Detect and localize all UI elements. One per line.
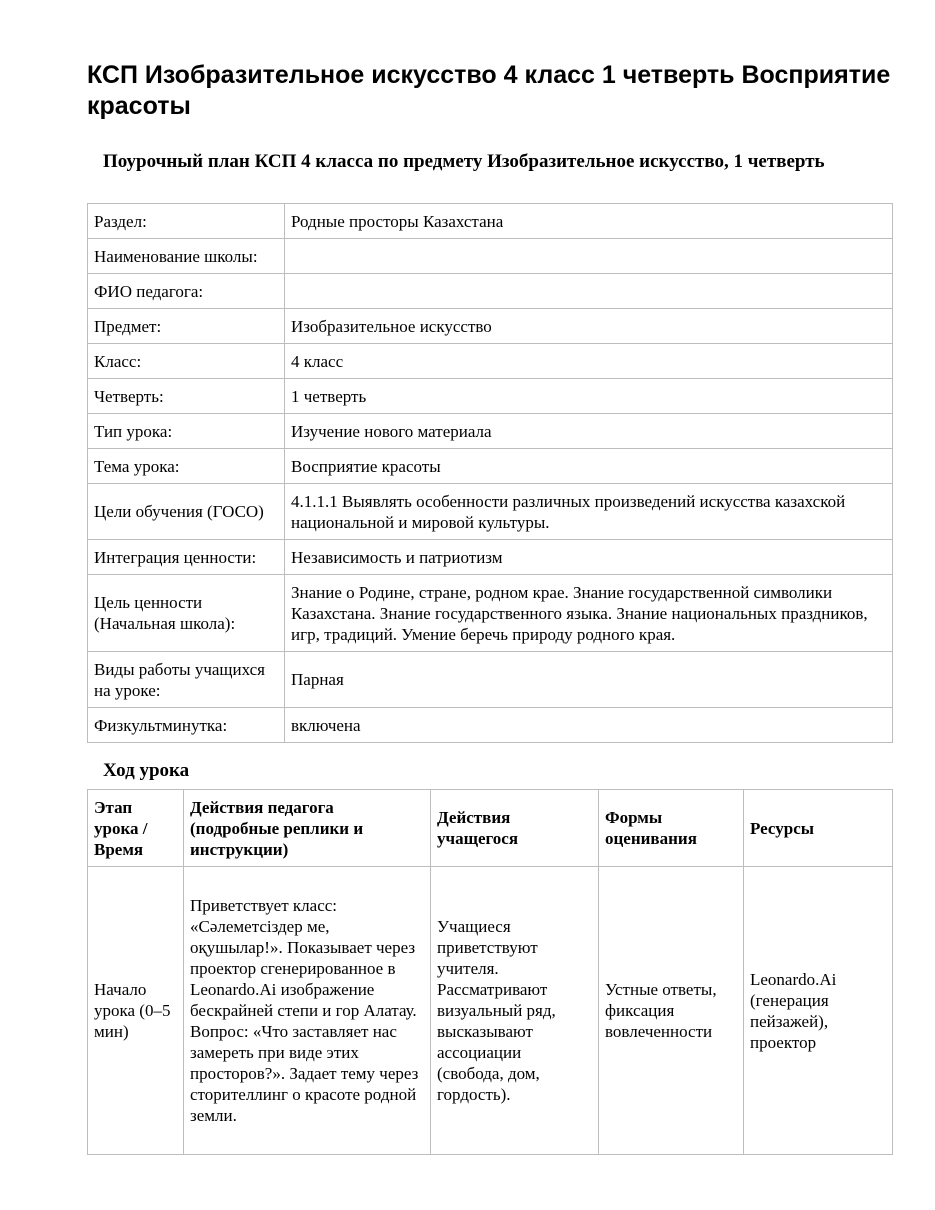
table-row <box>88 540 893 575</box>
info-value: Парная <box>285 652 893 708</box>
column-header-resources: Ресурсы <box>744 790 893 867</box>
lesson-info-table <box>87 203 893 743</box>
cell-teacher-actions: Приветствует класс: «Сәлеметсіздер ме, оқушылар!». Показывает через проектор сгенерированное в Leonardo.Ai изображение бескрайней степи и гор Алатау. Вопрос: «Что заставляет нас замереть при виде этих просторов?». Задает тему через сторителлинг о красоте родной земли. <box>184 867 431 1155</box>
info-value: Изучение нового материала <box>285 414 893 449</box>
info-key: Тема урока: <box>88 449 285 484</box>
info-key: Интеграция ценности: <box>88 540 285 575</box>
table-header-row <box>88 790 893 867</box>
info-key: Цели обучения (ГОСО) <box>88 484 285 540</box>
table-row <box>88 652 893 708</box>
info-key: Наименование школы: <box>88 239 285 274</box>
info-key: Физкультминутка: <box>88 708 285 743</box>
info-key: Цель ценности (Начальная школа): <box>88 575 285 652</box>
info-value: Изобразительное искусство <box>285 309 893 344</box>
info-value: Родные просторы Казахстана <box>285 204 893 239</box>
info-value <box>285 239 893 274</box>
info-key: Предмет: <box>88 309 285 344</box>
table-row <box>88 239 893 274</box>
cell-stage: Начало урока (0–5 мин) <box>88 867 184 1155</box>
lesson-flow-table <box>87 789 893 1155</box>
document-title: КСП Изобразительное искусство 4 класс 1 четверть Восприятие красоты <box>87 61 891 120</box>
table-row <box>88 449 893 484</box>
cell-student-actions: Учащиеся приветствуют учителя. Рассматривают визуальный ряд, высказывают ассоциации (свобода, дом, гордость). <box>431 867 599 1155</box>
info-key: Раздел: <box>88 204 285 239</box>
lesson-heading: Ход урока <box>103 760 190 781</box>
column-header-assessment: Формы оценивания <box>599 790 744 867</box>
column-header-student: Действия учащегося <box>431 790 599 867</box>
info-key: Класс: <box>88 344 285 379</box>
plan-heading: Поурочный план КСП 4 класса по предмету Изобразительное искусство, 1 четверть <box>103 151 825 172</box>
cell-assessment: Устные ответы, фиксация вовлеченности <box>599 867 744 1155</box>
info-value <box>285 274 893 309</box>
column-header-teacher: Действия педагога (подробные реплики и инструкции) <box>184 790 431 867</box>
cell-resources: Leonardo.Ai (генерация пейзажей), проектор <box>744 867 893 1155</box>
info-value: Восприятие красоты <box>285 449 893 484</box>
info-value: включена <box>285 708 893 743</box>
table-row <box>88 414 893 449</box>
info-key: Виды работы учащихся на уроке: <box>88 652 285 708</box>
info-value: Знание о Родине, стране, родном крае. Знание государственной символики Казахстана. Знание государственного языка. Знание национальных праздников, игр, традиций. Умение беречь природу родного края. <box>285 575 893 652</box>
info-key: Тип урока: <box>88 414 285 449</box>
info-key: Четверть: <box>88 379 285 414</box>
table-row <box>88 575 893 652</box>
table-row <box>88 867 893 1155</box>
table-row <box>88 344 893 379</box>
info-value: 4.1.1.1 Выявлять особенности различных произведений искусства казахской национальной и мировой культуры. <box>285 484 893 540</box>
info-value: 1 четверть <box>285 379 893 414</box>
table-row <box>88 274 893 309</box>
column-header-stage: Этап урока / Время <box>88 790 184 867</box>
info-value: Независимость и патриотизм <box>285 540 893 575</box>
table-row <box>88 204 893 239</box>
table-row <box>88 379 893 414</box>
table-row <box>88 484 893 540</box>
table-row <box>88 309 893 344</box>
info-value: 4 класс <box>285 344 893 379</box>
info-key: ФИО педагога: <box>88 274 285 309</box>
table-row <box>88 708 893 743</box>
